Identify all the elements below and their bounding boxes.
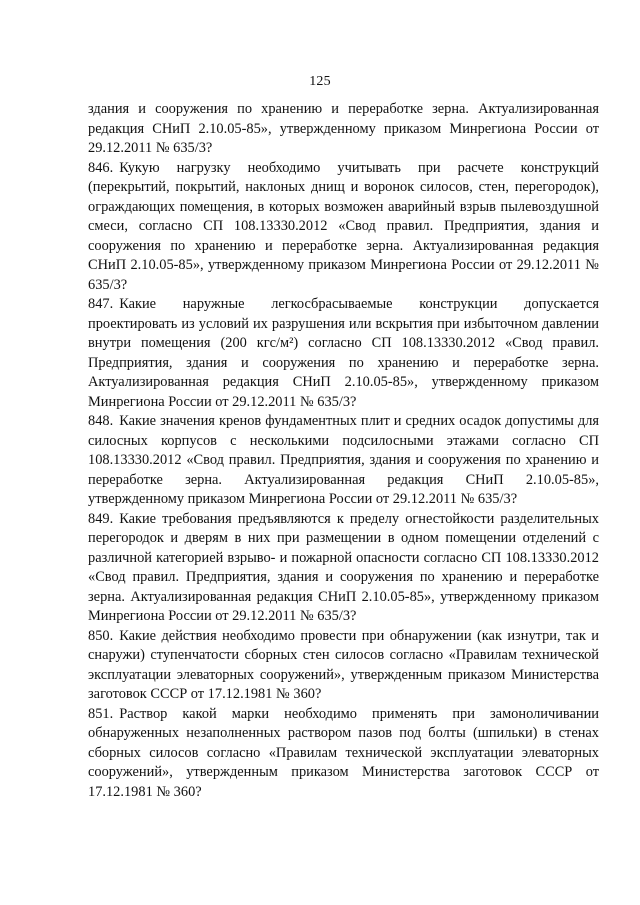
paragraph-continuation [88, 100, 599, 159]
question-851 [88, 705, 599, 803]
question-text: Раствор какой марки необходимо применять при замоноличивании обнаруженных незаполненных раствором пазов под болты (шпильки) в стенах сборных силосов согласно «Правилам технической эксплуатации элеваторных сооружений», утвержденным приказом Министерства заготовок СССР от 17.12.1981 № 360? [88, 705, 599, 800]
question-text: Какие значения кренов фундаментных плит и средних осадок допустимы для силосных корпусов с несколькими подсилосными этажами согласно СП 108.13330.2012 «Свод правил. Предприятия, здания и сооружения по хранению и переработке зерна. Актуализированная редакция СНиП 2.10.05-85», утвержденному приказом Минрегиона России от 29.12.2011 № 635/3? [88, 413, 599, 507]
paragraph-text: здания и сооружения по хранению и переработке зерна. Актуализированная редакция СНиП 2.10.05-85», утвержденному приказом Минрегиона России от 29.12.2011 № 635/3? [88, 101, 599, 156]
question-number: 847. [88, 296, 114, 312]
question-848 [88, 412, 599, 510]
question-text: Какие наружные легкосбрасываемые конструкции допускается проектировать из условий их разрушения или вскрытия при избыточном давлении внутри помещения (200 кгс/м²) согласно СП 108.13330.2012 «Свод правил. Предприятия, здания и сооружения по хранению и переработке зерна. Актуализированная редакция СНиП 2.10.05-85», утвержденному приказом Минрегиона России от 29.12.2011 № 635/3? [88, 296, 599, 410]
page-number: 125 [309, 74, 331, 89]
question-number: 851. [88, 705, 114, 722]
question-847 [88, 295, 599, 412]
question-text: Какие требования предъявляются к пределу огнестойкости разделительных перегородок и дверям в них при размещении в одном помещении отделений с различной категорией взрыво- и пожарной опасности согласно СП 108.13330.2012 «Свод правил. Предприятия, здания и сооружения по хранению и переработке зерна. Актуализированная редакция СНиП 2.10.05-85», утвержденному приказом Минрегиона России от 29.12.2011 № 635/3? [88, 510, 599, 624]
question-number: 848. [88, 413, 114, 429]
question-number: 846. [88, 159, 114, 176]
page-body [88, 100, 599, 802]
question-849 [88, 510, 599, 627]
question-number: 850. [88, 627, 114, 644]
question-text: Кукую нагрузку необходимо учитывать при расчете конструкций (перекрытий, покрытий, наклоных днищ и воронок силосов, стен, перегородок), ограждающих помещения, в которых возможен аварийный взрыв пылевоздушной смеси, согласно СП 108.13330.2012 «Свод правил. Предприятия, здания и сооружения по хранению и переработке зерна. Актуализированная редакция СНиП 2.10.05-85», утвержденному приказом Минрегиона России от 29.12.2011 № 635/3? [88, 159, 599, 293]
question-850 [88, 627, 599, 705]
question-number: 849. [88, 510, 114, 527]
question-text: Какие действия необходимо провести при обнаружении (как изнутри, так и снаружи) ступенчатости сборных стен силосов согласно «Правилам технической эксплуатации элеваторных сооружений», утвержденным приказом Министерства заготовок СССР от 17.12.1981 № 360? [88, 627, 599, 702]
question-846 [88, 159, 599, 296]
